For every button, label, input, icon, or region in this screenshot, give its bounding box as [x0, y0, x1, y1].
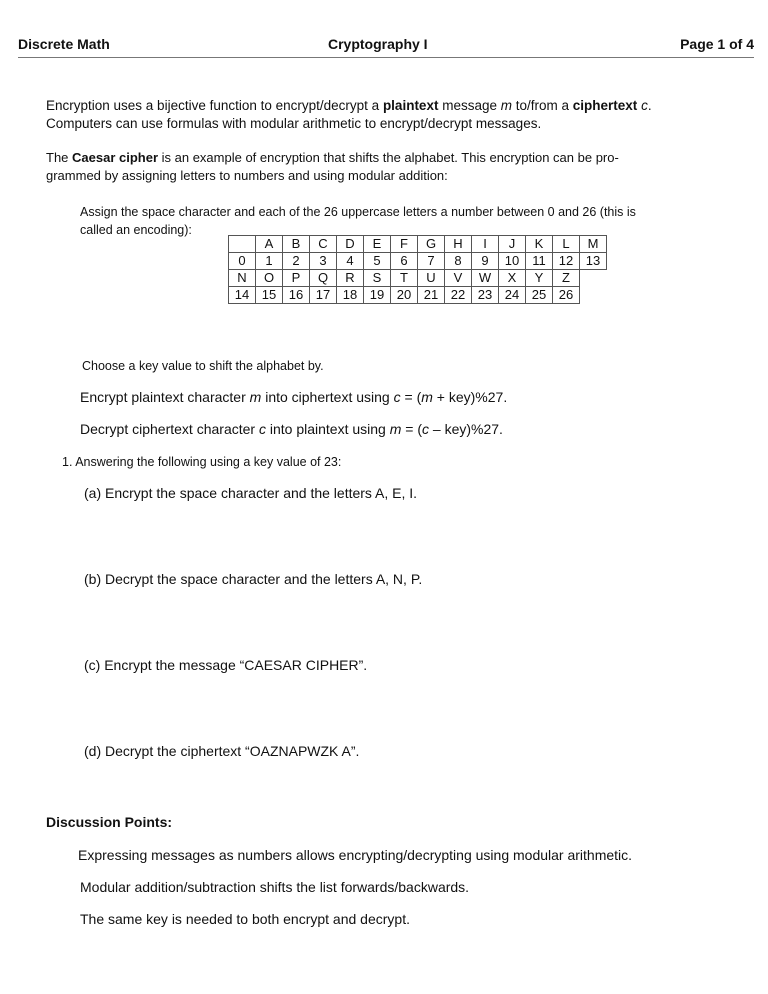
encoding-cell: U	[418, 270, 445, 287]
encoding-cell: 13	[580, 253, 607, 270]
encoding-cell: T	[391, 270, 418, 287]
encoding-cell: C	[310, 236, 337, 253]
encoding-cell: 26	[553, 287, 580, 304]
encoding-cell: X	[499, 270, 526, 287]
encoding-cell: 18	[337, 287, 364, 304]
empty-cell	[580, 287, 607, 304]
encoding-cell: 10	[499, 253, 526, 270]
encoding-cell: E	[364, 236, 391, 253]
encoding-cell: H	[445, 236, 472, 253]
encoding-cell: 4	[337, 253, 364, 270]
question-part-b: (b) Decrypt the space character and the letters A, N, P.	[84, 571, 423, 587]
encoding-cell: Z	[553, 270, 580, 287]
encoding-cell: P	[283, 270, 310, 287]
caesar-line-2: grammed by assigning letters to numbers and using modular addition:	[46, 168, 448, 183]
encoding-cell: L	[553, 236, 580, 253]
page-number: Page 1 of 4	[680, 36, 754, 52]
encoding-cell: 2	[283, 253, 310, 270]
encoding-cell: 3	[310, 253, 337, 270]
encoding-cell: O	[256, 270, 283, 287]
encrypt-formula: Encrypt plaintext character m into ciphertext using c = (m + key)%27.	[80, 389, 508, 405]
question-part-d: (d) Decrypt the ciphertext “OAZNAPWZK A”.	[84, 743, 360, 759]
encoding-cell: I	[472, 236, 499, 253]
encoding-cell: W	[472, 270, 499, 287]
encoding-cell: F	[391, 236, 418, 253]
assign-line-1: Assign the space character and each of the 26 uppercase letters a number between 0 and 26 (this is	[80, 205, 636, 219]
question-prompt: 1. Answering the following using a key value of 23:	[62, 455, 342, 469]
encoding-cell: Y	[526, 270, 553, 287]
encoding-cell: 25	[526, 287, 553, 304]
caesar-line-1: The Caesar cipher is an example of encryption that shifts the alphabet. This encryption can be pro-	[46, 150, 619, 165]
encoding-cell: D	[337, 236, 364, 253]
encoding-cell: 17	[310, 287, 337, 304]
encoding-cell: 20	[391, 287, 418, 304]
question-part-c: (c) Encrypt the message “CAESAR CIPHER”.	[84, 657, 368, 673]
encoding-cell: V	[445, 270, 472, 287]
course-title: Discrete Math	[18, 36, 110, 52]
encoding-row	[229, 287, 607, 304]
choose-key-text: Choose a key value to shift the alphabet by.	[82, 359, 324, 373]
encoding-cell: 0	[229, 253, 256, 270]
encoding-cell: R	[337, 270, 364, 287]
header-divider	[18, 57, 754, 58]
question-part-a: (a) Encrypt the space character and the letters A, E, I.	[84, 485, 418, 501]
encoding-cell: 23	[472, 287, 499, 304]
encoding-cell: G	[418, 236, 445, 253]
encoding-cell: J	[499, 236, 526, 253]
encoding-cell: 22	[445, 287, 472, 304]
encoding-cell: 14	[229, 287, 256, 304]
discussion-point: The same key is needed to both encrypt and decrypt.	[80, 911, 410, 927]
encoding-cell: S	[364, 270, 391, 287]
encoding-row	[229, 270, 607, 287]
decrypt-formula: Decrypt ciphertext character c into plaintext using m = (c – key)%27.	[80, 421, 503, 437]
discussion-title: Discussion Points:	[46, 814, 173, 830]
intro-line-2: Computers can use formulas with modular arithmetic to encrypt/decrypt messages.	[46, 116, 542, 131]
empty-cell	[580, 270, 607, 287]
encoding-cell: 24	[499, 287, 526, 304]
encoding-cell: B	[283, 236, 310, 253]
encoding-cell: 16	[283, 287, 310, 304]
discussion-point: Expressing messages as numbers allows encrypting/decrypting using modular arithmetic.	[78, 847, 633, 863]
encoding-row	[229, 253, 607, 270]
encoding-cell: K	[526, 236, 553, 253]
encoding-table	[228, 235, 607, 304]
intro-line-1: Encryption uses a bijective function to encrypt/decrypt a plaintext message m to/from a ciphertext c.	[46, 98, 652, 113]
encoding-cell: 5	[364, 253, 391, 270]
encoding-cell: M	[580, 236, 607, 253]
encoding-cell: 8	[445, 253, 472, 270]
encoding-cell: A	[256, 236, 283, 253]
encoding-cell: 1	[256, 253, 283, 270]
encoding-cell: 15	[256, 287, 283, 304]
encoding-cell: N	[229, 270, 256, 287]
encoding-cell: 11	[526, 253, 553, 270]
encoding-cell: Q	[310, 270, 337, 287]
encoding-cell: 7	[418, 253, 445, 270]
encoding-cell: 21	[418, 287, 445, 304]
encoding-cell	[229, 236, 256, 253]
discussion-point: Modular addition/subtraction shifts the list forwards/backwards.	[80, 879, 470, 895]
encoding-cell: 19	[364, 287, 391, 304]
encoding-cell: 9	[472, 253, 499, 270]
encoding-cell: 6	[391, 253, 418, 270]
encoding-cell: 12	[553, 253, 580, 270]
worksheet-title: Cryptography I	[328, 36, 428, 52]
encoding-row	[229, 236, 607, 253]
assign-line-2: called an encoding):	[80, 223, 192, 237]
